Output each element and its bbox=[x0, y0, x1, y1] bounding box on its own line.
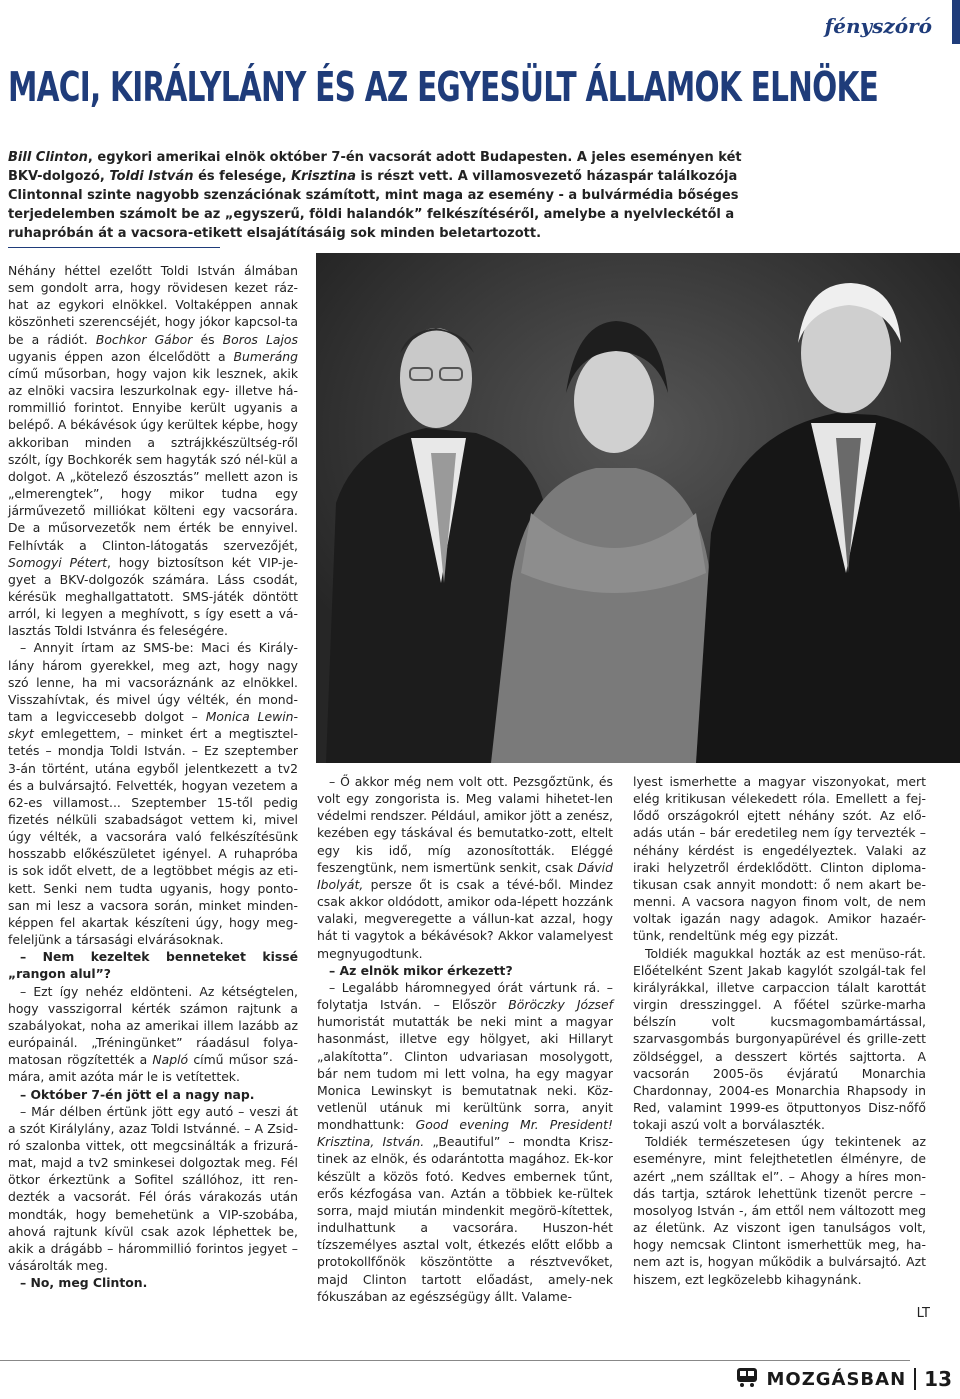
text-italic: Bochkor Gábor bbox=[95, 331, 193, 347]
paragraph bbox=[8, 983, 298, 1086]
paragraph bbox=[8, 262, 298, 639]
article-lead bbox=[8, 148, 758, 243]
text: persze őt is csak a tévé-ből. Mindez csak akkor oldódott, amikor oda-lépett hozzánk valaki, megveregette a vállun-kat azzal, hogy hát ti vagytok a békávésok? Akkor valamelyest megnyugodtunk. bbox=[317, 876, 613, 961]
interview-question: – No, meg Clinton. bbox=[20, 1275, 148, 1291]
lead-name-clinton: Bill Clinton bbox=[8, 150, 88, 165]
lead-text-1: , egykori amerikai elnök október 7-én vacsorát adott Budapesten. A jeles eseményen két BKV-dolgozó, bbox=[8, 150, 742, 184]
text: című műsor szá-mára, amit azóta már le is vetítettek. bbox=[8, 1052, 298, 1085]
text-italic: Napló bbox=[152, 1052, 189, 1068]
text-italic: Boros Lajos bbox=[222, 331, 298, 347]
page-number: 13 bbox=[924, 1367, 952, 1391]
text-italic: Somogyi Pétert bbox=[8, 554, 108, 570]
lead-name-toldi: Toldi István bbox=[109, 169, 194, 184]
paragraph: – Már délben értünk jött egy autó – veszi át a szót Királylány, azaz Toldi Istvánné. – A Zsid-ró szalonba vittek, ott megcsinálták a frizurá-mat, majd a tv2 sminkesei dolgoztak meg. Fél ötkor érkeztünk a Sofitel szállóhoz, itt ren-dezték a vacsorát. Fél órás várakozás után mondták, hogy bemehetünk a VIP-szobába, ahová rajtunk kívül csak azok léphettek be, akik a drágább – hárommillió forintos jegyet – vásárolták meg. bbox=[8, 1103, 298, 1274]
text-italic: Bumeráng bbox=[233, 348, 298, 364]
text: – Legalább háromnegyed órát vártunk rá. – folytatja István. – Először bbox=[317, 979, 613, 1013]
page-footer bbox=[735, 1368, 953, 1390]
interview-question: – Az elnök mikor érkezett? bbox=[329, 962, 513, 978]
corner-tab bbox=[952, 0, 960, 44]
text: humoristát mutatták be neki mint a magyar hasonmást, illetve egy hölgyet, aki Hillaryt „alakította”. Clinton udvariasan mosolygott, bár nem tudom mi lett volna, ha egy magyar Monica Lewinskyt is bemutatnak neki. Köz-vetlenül utánuk mi kerültünk sorra, anyit mondhattunk: bbox=[317, 1014, 613, 1133]
text: emlegettem, – minket ért a megtisztel-tetés – mondja Toldi István. – Ez szeptember 3-án történt, utána egyből jelentkezett a tv2 és a bulvársajtó. Felvették, hogyan vezetem a 62-es villamost... Szeptember 15-től pedig fizetés nélküli szabadságot vettem ki, mivel úgy vélték, a vacsorára való felkészítésünk hosszabb előkészületet igényel. A ruhapróba is sok időt elvett, de a legtöbbet mégis az eti-kett. Senki nem tudta ugyanis, hogy ponto-san mi lesz a vacsora során, minket minden-képpen fel akartak készíteni úgy, hogy meg-feleljünk a társasági elvárásoknak. bbox=[8, 726, 298, 948]
paragraph bbox=[317, 773, 613, 962]
lead-name-krisztina: Krisztina bbox=[291, 169, 357, 184]
text: – Ezt így nehéz eldönteni. Az kétségtelen, hogy vasszigorral kérték számon rajtunk a szabályokat, noha az amerikai illem lazább az európainál. „Tréningünket” ráadásul folya-matosan rögzítették a bbox=[8, 983, 298, 1068]
tram-icon bbox=[735, 1366, 759, 1392]
paragraph bbox=[317, 979, 613, 1305]
text-italic: Dávid Ibolyát, bbox=[317, 859, 613, 892]
article-column-1 bbox=[8, 262, 298, 1291]
paragraph: Toldiék természetesen úgy tekintenek az eseményre, mint felejthetetlen élményre, de azért „nem szálltak el”. – Ahogy a híres mon-dás tartja, sztárok lehettünk tizenöt percre – mosolyog István -, ám ettől nem változott meg az életünk. Az viszont igen tanulságos volt, hogy nemcsak Clintont ismerhettük meg, ha-nem azt is, hogyan működik a bulvársajtó. Azt hiszem, ezt legközelebb kihagynánk. bbox=[633, 1134, 926, 1287]
text: Néhány héttel ezelőtt Toldi István álmában sem gondolt arra, hogy rövidesen kezet ráz-hat az egykori elnökkel. Voltaképpen annak köszönheti szerencséjét, hogy jókor kapcsol-ta be a rádiót. bbox=[8, 263, 298, 347]
paragraph: Toldiék magukkal hozták az est menüso-rát. Előételként Szent Jakab kagylót szolgál-tak fel királyrákkal, illetve carpaccion tálalt karottát virgin dresszinggel. A főétel szürke-marha bélszín volt kucsmagombamártással, szarvasgombás burgonyapürével és grille-zett zöldséggel, a desszert körtés sajttorta. A vacsorán 2005-ös évjáratú Monarchia Chardonnay, 2004-es Monarchia Rhapsody in Red, valamint 1999-es ötputtonyos Disz-nőfő tokaji aszú volt a borválaszték. bbox=[633, 945, 926, 1133]
article-headline: MACI, KIRÁLYLÁNY ÉS AZ EGYESÜLT ÁLLAMOK ELNÖKE bbox=[8, 63, 879, 111]
paragraph bbox=[8, 639, 298, 948]
text: – Ő akkor még nem volt ott. Pezsgőztünk, és volt egy zongorista is. Meg valami hihetet-len védelmi rendszer. Például, amikor jött a zenész, kezében egy táskával és bemutatko-zott, eltelt egy kis idő, míg azonosították. Eléggé feszengtünk, nem ismertünk senkit, csak bbox=[317, 774, 613, 875]
interview-question: – Október 7-én jött el a nagy nap. bbox=[20, 1086, 255, 1102]
footer-separator bbox=[914, 1368, 916, 1390]
text: „Beautiful” – mondta Krisz-tinek az elnök, és odarántotta magához. Ek-kor készült a közös fotó. Kedves embernek tűnt, erős kézfogása van. Aztán a többiek ke-rültek sorra, majd miután mindenkit megörö-kítettek, indulhattunk a vacsorára. Huszon-hét tízszemélyes asztal volt, étkezés előtt előbb a protokollfőnök köszöntötte a résztvevőket, majd Clinton tartott előadást, amely-nek fókuszában az egészségügy állt. Valame- bbox=[317, 1134, 613, 1304]
photo-illustration bbox=[316, 253, 960, 763]
lead-divider bbox=[8, 247, 220, 248]
footer-divider bbox=[0, 1360, 910, 1361]
article-photo bbox=[316, 253, 960, 763]
text-italic: Good evening Mr. President! Krisztina, István. bbox=[317, 1117, 613, 1150]
text: – Annyit írtam az SMS-be: Maci és Király-lány három gyerekkel, meg azt, hogy nagy szó lenne, ha mi vacsoráznánk az elnökkel. Visszahívtak, és mivel úgy vélték, én mond-tam a legviccesebb dolgot – bbox=[8, 640, 298, 725]
text-italic: Monica Lewin-skyt bbox=[8, 709, 298, 742]
lead-text-2: és felesége, bbox=[193, 169, 292, 184]
article-column-2 bbox=[317, 773, 613, 1305]
section-label: fényszóró bbox=[824, 14, 932, 38]
paragraph: lyest ismerhette a magyar viszonyokat, mert elég kritikusan vélekedett róla. Emellett a fej-lődő országokról ejtett néhány szót. Az elő-adás után – bár eredetileg nem így tervezték – néhány kérdést is engedélyeztek. Valaki az iraki helyzetről érdeklődött. Clinton diploma-tikusan csak annyit mondott: ő nem akart be-menni. A vacsora nagyon finom volt, de nem voltak igazán nagy adagok. Amikor hazaér-tünk, rendeltünk még egy pizzát. bbox=[633, 774, 926, 944]
text-italic: Böröczky József bbox=[508, 997, 614, 1013]
text: című műsorban, hogy vajon kik lesznek, akik az elnöki vacsira leszurkolnak egy- illetve há-rommillió forintot. Ennyibe került ugyanis a belépő. A békávésok úgy kerültek képbe, hogy akkoriban minden a sztrájkkészültség-ről szólt, így Bochkorék sem hagyták szó nél-kül a dolgot. A „kötelező észosztás” mellett azon is „elmerengtek”, hogy mikor tudna egy járművezető milliókat költeni egy vacsorára. De a műsorvezetők nem érték be ennyivel. Felhívták a Clinton-látogatás szervezőjét, bbox=[8, 365, 298, 553]
author-signature: LT bbox=[916, 1306, 930, 1321]
lead-text-3: is részt vett. A villamosvezető házaspár találkozója Clintonnal szinte nagyobb szenzációnak számított, mint maga az esemény - a bulvármédia bőséges terjedelemben számolt be az „egyszerű, földi halandók” felkészítéséről, amelybe a nyelvleckétől a ruhapróbán át a vacsora-etikett elsajátításáig sok minden beletartozott. bbox=[8, 169, 739, 241]
text: ugyanis éppen azon élcelődött a bbox=[8, 348, 234, 364]
interview-question: – Nem kezeltek benneteket kissé „rangon alul”? bbox=[8, 949, 298, 982]
text: , hogy biztosítson két VIP-je-gyet a BKV-dolgozók számára. Láss csodát, kérésük meghallgattatott. SMS-játék döntött arról, ki legyen a meghívott, s így esett a vá-lasztás Toldi Istvánra és feleségére. bbox=[8, 554, 298, 639]
article-column-3 bbox=[633, 773, 926, 1288]
magazine-brand: MOZGÁSBAN bbox=[766, 1368, 907, 1390]
text: és bbox=[192, 331, 223, 347]
